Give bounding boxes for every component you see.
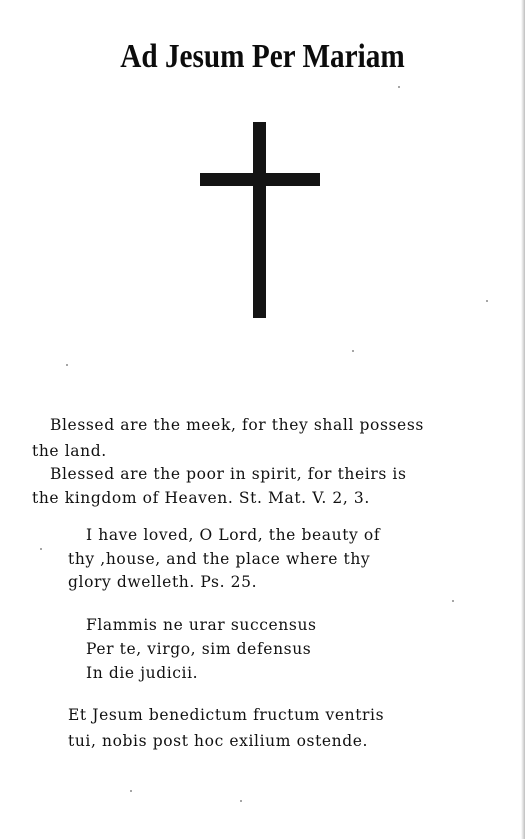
beatitude-line-2: the land. [32,442,107,460]
cross-vertical-bar [253,122,266,318]
page-edge [521,0,525,839]
psalm-line-3: glory dwelleth. Ps. 25. [68,573,258,591]
latin-line-2: Per te, virgo, sim defensus [86,640,312,658]
card-title: Ad Jesum Per Mariam [120,38,405,75]
beatitude-line-1: Blessed are the meek, for they shall possess [50,416,424,434]
beatitude-line-4: the kingdom of Heaven. St. Mat. V. 2, 3. [32,489,370,507]
latin-line-3: In die judicii. [86,664,199,682]
scan-speck [352,350,354,352]
latin-line-1: Flammis ne urar succensus [86,616,317,634]
beatitude-line-3: Blessed are the poor in spirit, for theirs is [50,465,407,483]
scan-speck [130,790,132,792]
psalm-line-2: thy ,house, and the place where thy [68,550,371,568]
scan-speck [486,300,488,302]
scan-speck [452,600,454,602]
cross-horizontal-bar [200,173,320,186]
scan-speck [240,800,242,802]
scan-speck [66,364,68,366]
scan-speck [398,86,400,88]
scan-speck [40,548,42,550]
closing-line-2: tui, nobis post hoc exilium ostende. [68,732,369,750]
closing-line-1: Et Jesum benedictum fructum ventris [68,706,385,724]
psalm-line-1: I have loved, O Lord, the beauty of [86,526,381,544]
